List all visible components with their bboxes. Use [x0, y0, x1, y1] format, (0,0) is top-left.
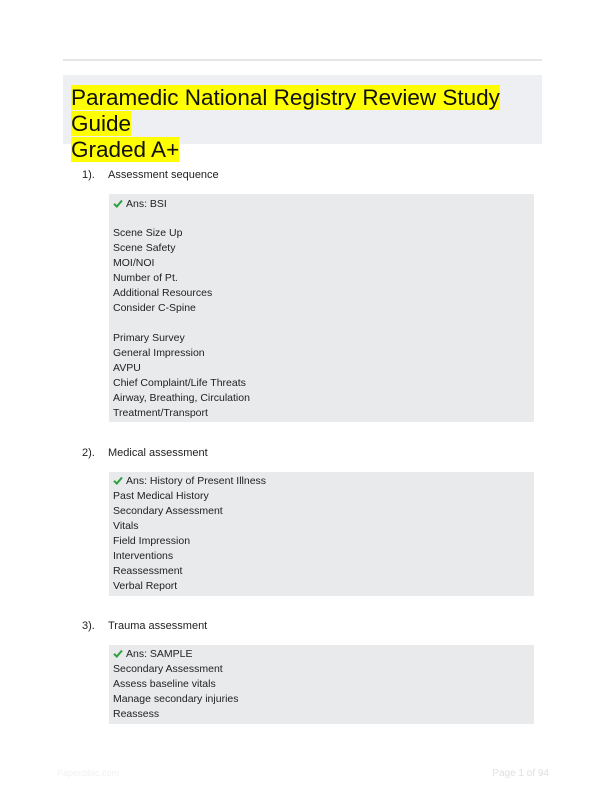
answer-line: Additional Resources: [113, 287, 213, 299]
answer-line: Assess baseline vitals: [113, 678, 216, 690]
page-number: Page 1 of 94: [492, 768, 549, 779]
answer-first-line: [113, 198, 167, 210]
question-number: 3).: [82, 620, 95, 632]
answer-line: Reassessment: [113, 565, 183, 577]
answer-first-line: [113, 475, 266, 487]
answer-box-3: [109, 645, 534, 724]
answer-box-2: [109, 472, 534, 596]
answer-line: Field Impression: [113, 535, 191, 547]
title-line-1: Paramedic National Registry Review Study Guide: [71, 85, 500, 136]
answer-line: Primary Survey: [113, 332, 185, 344]
answer-line: Reassess: [113, 708, 160, 720]
answer-line: Scene Size Up: [113, 227, 183, 239]
answer-line: Interventions: [113, 550, 174, 562]
answer-line: MOI/NOI: [113, 257, 155, 269]
question-number: 2).: [82, 447, 95, 459]
answer-line: Consider C-Spine: [113, 302, 196, 314]
answer-line: Verbal Report: [113, 580, 178, 592]
check-icon: [113, 649, 123, 658]
page-title: [71, 85, 542, 163]
check-icon: [113, 476, 123, 485]
check-icon: [113, 199, 123, 208]
answer-text: Ans: BSI: [126, 198, 167, 210]
answer-first-line: [113, 648, 193, 660]
answer-line: AVPU: [113, 362, 141, 374]
answer-line: Manage secondary injuries: [113, 693, 239, 705]
answer-line: Scene Safety: [113, 242, 176, 254]
answer-line: General Impression: [113, 347, 205, 359]
question-text: Medical assessment: [108, 447, 208, 459]
answer-text: Ans: History of Present Illness: [126, 475, 267, 487]
answer-line: Treatment/Transport: [113, 407, 208, 419]
title-line-2: Graded A+: [71, 137, 180, 162]
footer-watermark: Paperdibic.com: [57, 768, 120, 778]
answer-line: Vitals: [113, 520, 139, 532]
question-number: 1).: [82, 169, 95, 181]
answer-line: Chief Complaint/Life Threats: [113, 377, 246, 389]
answer-line: Airway, Breathing, Circulation: [113, 392, 250, 404]
question-text: Trauma assessment: [108, 620, 208, 632]
answer-box-1: [109, 194, 534, 422]
answer-text: Ans: SAMPLE: [126, 648, 193, 660]
question-text: Assessment sequence: [108, 169, 219, 181]
title-box: [63, 75, 542, 162]
answer-line: Number of Pt.: [113, 272, 178, 284]
top-divider: [63, 59, 542, 61]
answer-line: Secondary Assessment: [113, 663, 223, 675]
answer-line: Past Medical History: [113, 490, 209, 502]
answer-line: Secondary Assessment: [113, 505, 223, 517]
